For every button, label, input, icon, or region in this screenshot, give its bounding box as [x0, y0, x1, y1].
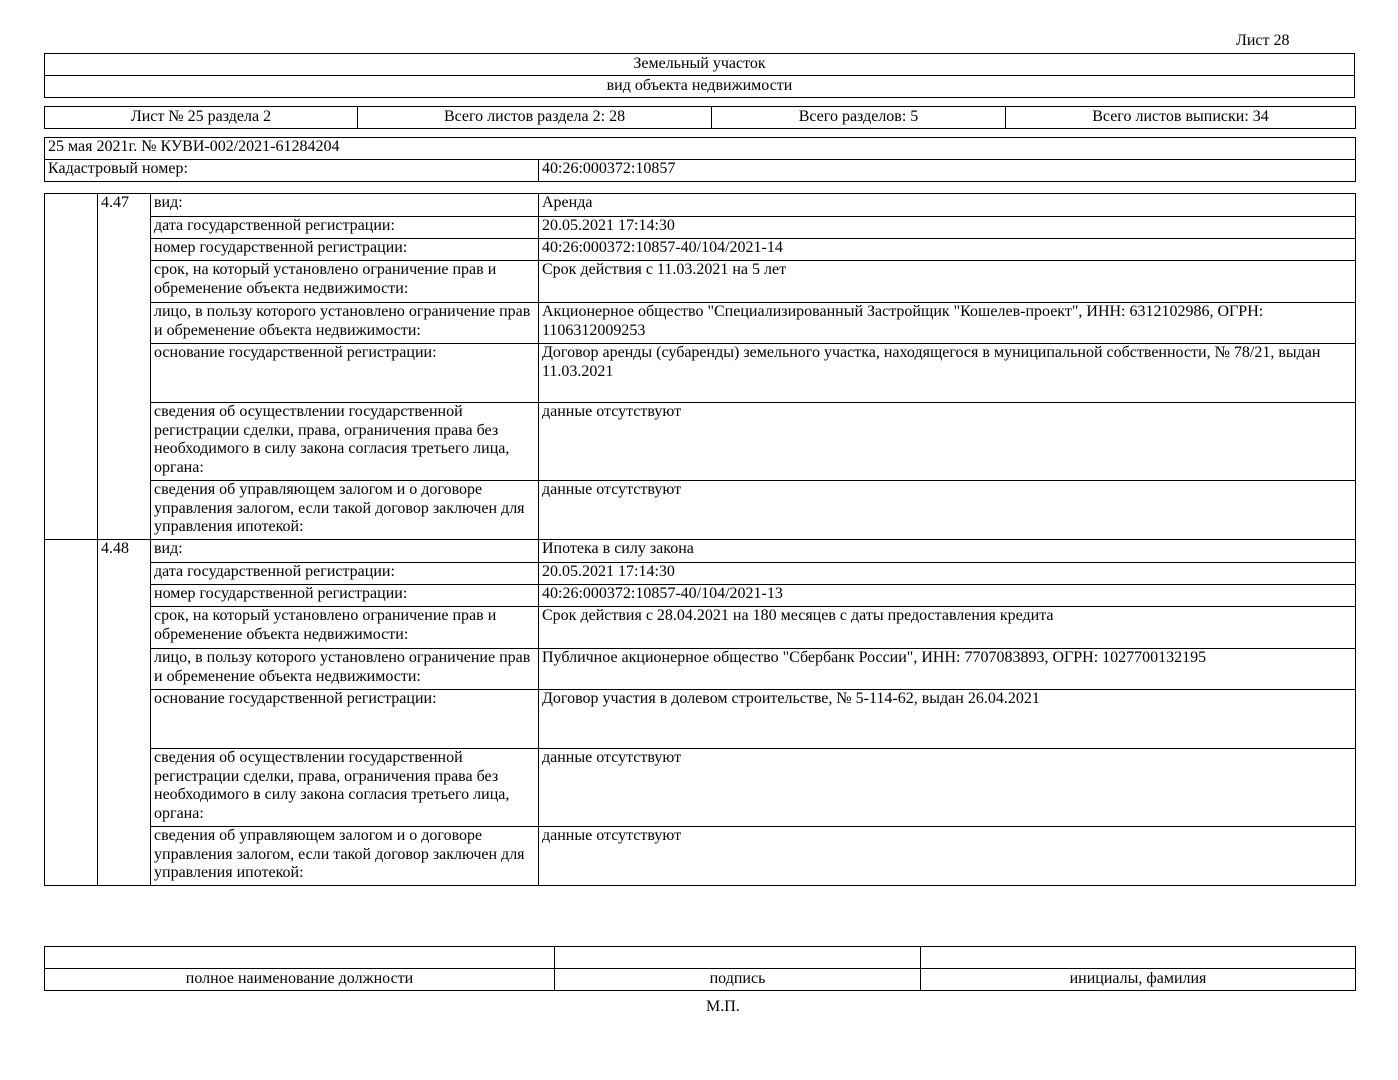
- field-value: 40:26:000372:10857-40/104/2021-13: [539, 585, 1356, 607]
- field-label: сведения об осуществлении государственной регистрации сделки, права, ограничения права без необходимого в силу закона согласия третьего лица, органа:: [151, 403, 539, 481]
- field-label: дата государственной регистрации:: [151, 563, 539, 585]
- record-number: 4.47: [98, 194, 151, 540]
- cadastral-label: Кадастровый номер:: [45, 160, 539, 182]
- field-value: Акционерное общество "Специализированный Застройщик "Кошелев-проект", ИНН: 6312102986, ОГРН: 1106312009253: [539, 303, 1356, 344]
- field-value: 40:26:000372:10857-40/104/2021-14: [539, 239, 1356, 261]
- record-number: 4.48: [98, 540, 151, 886]
- total-sheets-section: Всего листов раздела 2: 28: [358, 107, 712, 129]
- record-row: [45, 344, 1356, 403]
- name-caption: инициалы, фамилия: [921, 969, 1356, 991]
- field-value: Договор аренды (субаренды) земельного участка, находящегося в муниципальной собственности, № 78/21, выдан 11.03.2021: [539, 344, 1356, 403]
- signature-table: [44, 946, 1356, 991]
- sheet-number: Лист № 25 раздела 2: [45, 107, 358, 129]
- field-label: сведения об управляющем залогом и о договоре управления залогом, если такой договор заключен для управления ипотекой:: [151, 827, 539, 886]
- field-value: Аренда: [539, 194, 1356, 217]
- record-row: [45, 563, 1356, 585]
- record-row: [45, 194, 1356, 217]
- field-label: сведения об управляющем залогом и о договоре управления залогом, если такой договор заключен для управления ипотекой:: [151, 481, 539, 540]
- object-type-caption: вид объекта недвижимости: [45, 76, 1355, 98]
- extract-info: [44, 137, 1356, 182]
- field-value: Договор участия в долевом строительстве, № 5-114-62, выдан 26.04.2021: [539, 690, 1356, 749]
- name-cell: [921, 947, 1356, 969]
- record-blank-cell: [45, 194, 98, 540]
- encumbrance-table: [44, 193, 1356, 886]
- field-label: лицо, в пользу которого установлено ограничение прав и обременение объекта недвижимости:: [151, 649, 539, 690]
- extract-date-number: 25 мая 2021г. № КУВИ-002/2021-61284204: [45, 138, 1356, 160]
- total-sheets-extract: Всего листов выписки: 34: [1006, 107, 1356, 129]
- sheet-info: [44, 106, 1356, 129]
- signature-cell: [555, 947, 921, 969]
- record-blank-cell: [45, 540, 98, 886]
- field-label: номер государственной регистрации:: [151, 239, 539, 261]
- cadastral-value: 40:26:000372:10857: [539, 160, 1356, 182]
- field-value: 20.05.2021 17:14:30: [539, 563, 1356, 585]
- stamp-label: М.П.: [706, 998, 740, 1015]
- sheet-label: Лист 28: [1236, 32, 1290, 49]
- object-type-header: [44, 53, 1355, 98]
- position-cell: [45, 947, 555, 969]
- record-row: [45, 481, 1356, 540]
- total-sections: Всего разделов: 5: [712, 107, 1006, 129]
- field-label: основание государственной регистрации:: [151, 690, 539, 749]
- record-row: [45, 749, 1356, 827]
- field-label: вид:: [151, 194, 539, 217]
- record-row: [45, 690, 1356, 749]
- position-caption: полное наименование должности: [45, 969, 555, 991]
- record-row: [45, 217, 1356, 239]
- signature-caption: подпись: [555, 969, 921, 991]
- field-label: сведения об осуществлении государственной регистрации сделки, права, ограничения права без необходимого в силу закона согласия третьего лица, органа:: [151, 749, 539, 827]
- record-row: [45, 261, 1356, 303]
- field-value: данные отсутствуют: [539, 403, 1356, 481]
- object-type: Земельный участок: [45, 54, 1355, 76]
- field-label: дата государственной регистрации:: [151, 217, 539, 239]
- field-value: Срок действия с 11.03.2021 на 5 лет: [539, 261, 1356, 303]
- field-value: данные отсутствуют: [539, 827, 1356, 886]
- field-value: Публичное акционерное общество "Сбербанк России", ИНН: 7707083893, ОГРН: 1027700132195: [539, 649, 1356, 690]
- record-row: [45, 540, 1356, 563]
- record-row: [45, 649, 1356, 690]
- field-label: вид:: [151, 540, 539, 563]
- field-label: срок, на который установлено ограничение прав и обременение объекта недвижимости:: [151, 261, 539, 303]
- record-row: [45, 827, 1356, 886]
- field-label: номер государственной регистрации:: [151, 585, 539, 607]
- record-row: [45, 585, 1356, 607]
- field-value: Ипотека в силу закона: [539, 540, 1356, 563]
- field-label: лицо, в пользу которого установлено ограничение прав и обременение объекта недвижимости:: [151, 303, 539, 344]
- field-value: Срок действия с 28.04.2021 на 180 месяцев с даты предоставления кредита: [539, 607, 1356, 649]
- field-value: данные отсутствуют: [539, 749, 1356, 827]
- field-label: основание государственной регистрации:: [151, 344, 539, 403]
- record-row: [45, 303, 1356, 344]
- record-row: [45, 403, 1356, 481]
- record-row: [45, 239, 1356, 261]
- field-value: данные отсутствуют: [539, 481, 1356, 540]
- field-value: 20.05.2021 17:14:30: [539, 217, 1356, 239]
- field-label: срок, на который установлено ограничение прав и обременение объекта недвижимости:: [151, 607, 539, 649]
- record-row: [45, 607, 1356, 649]
